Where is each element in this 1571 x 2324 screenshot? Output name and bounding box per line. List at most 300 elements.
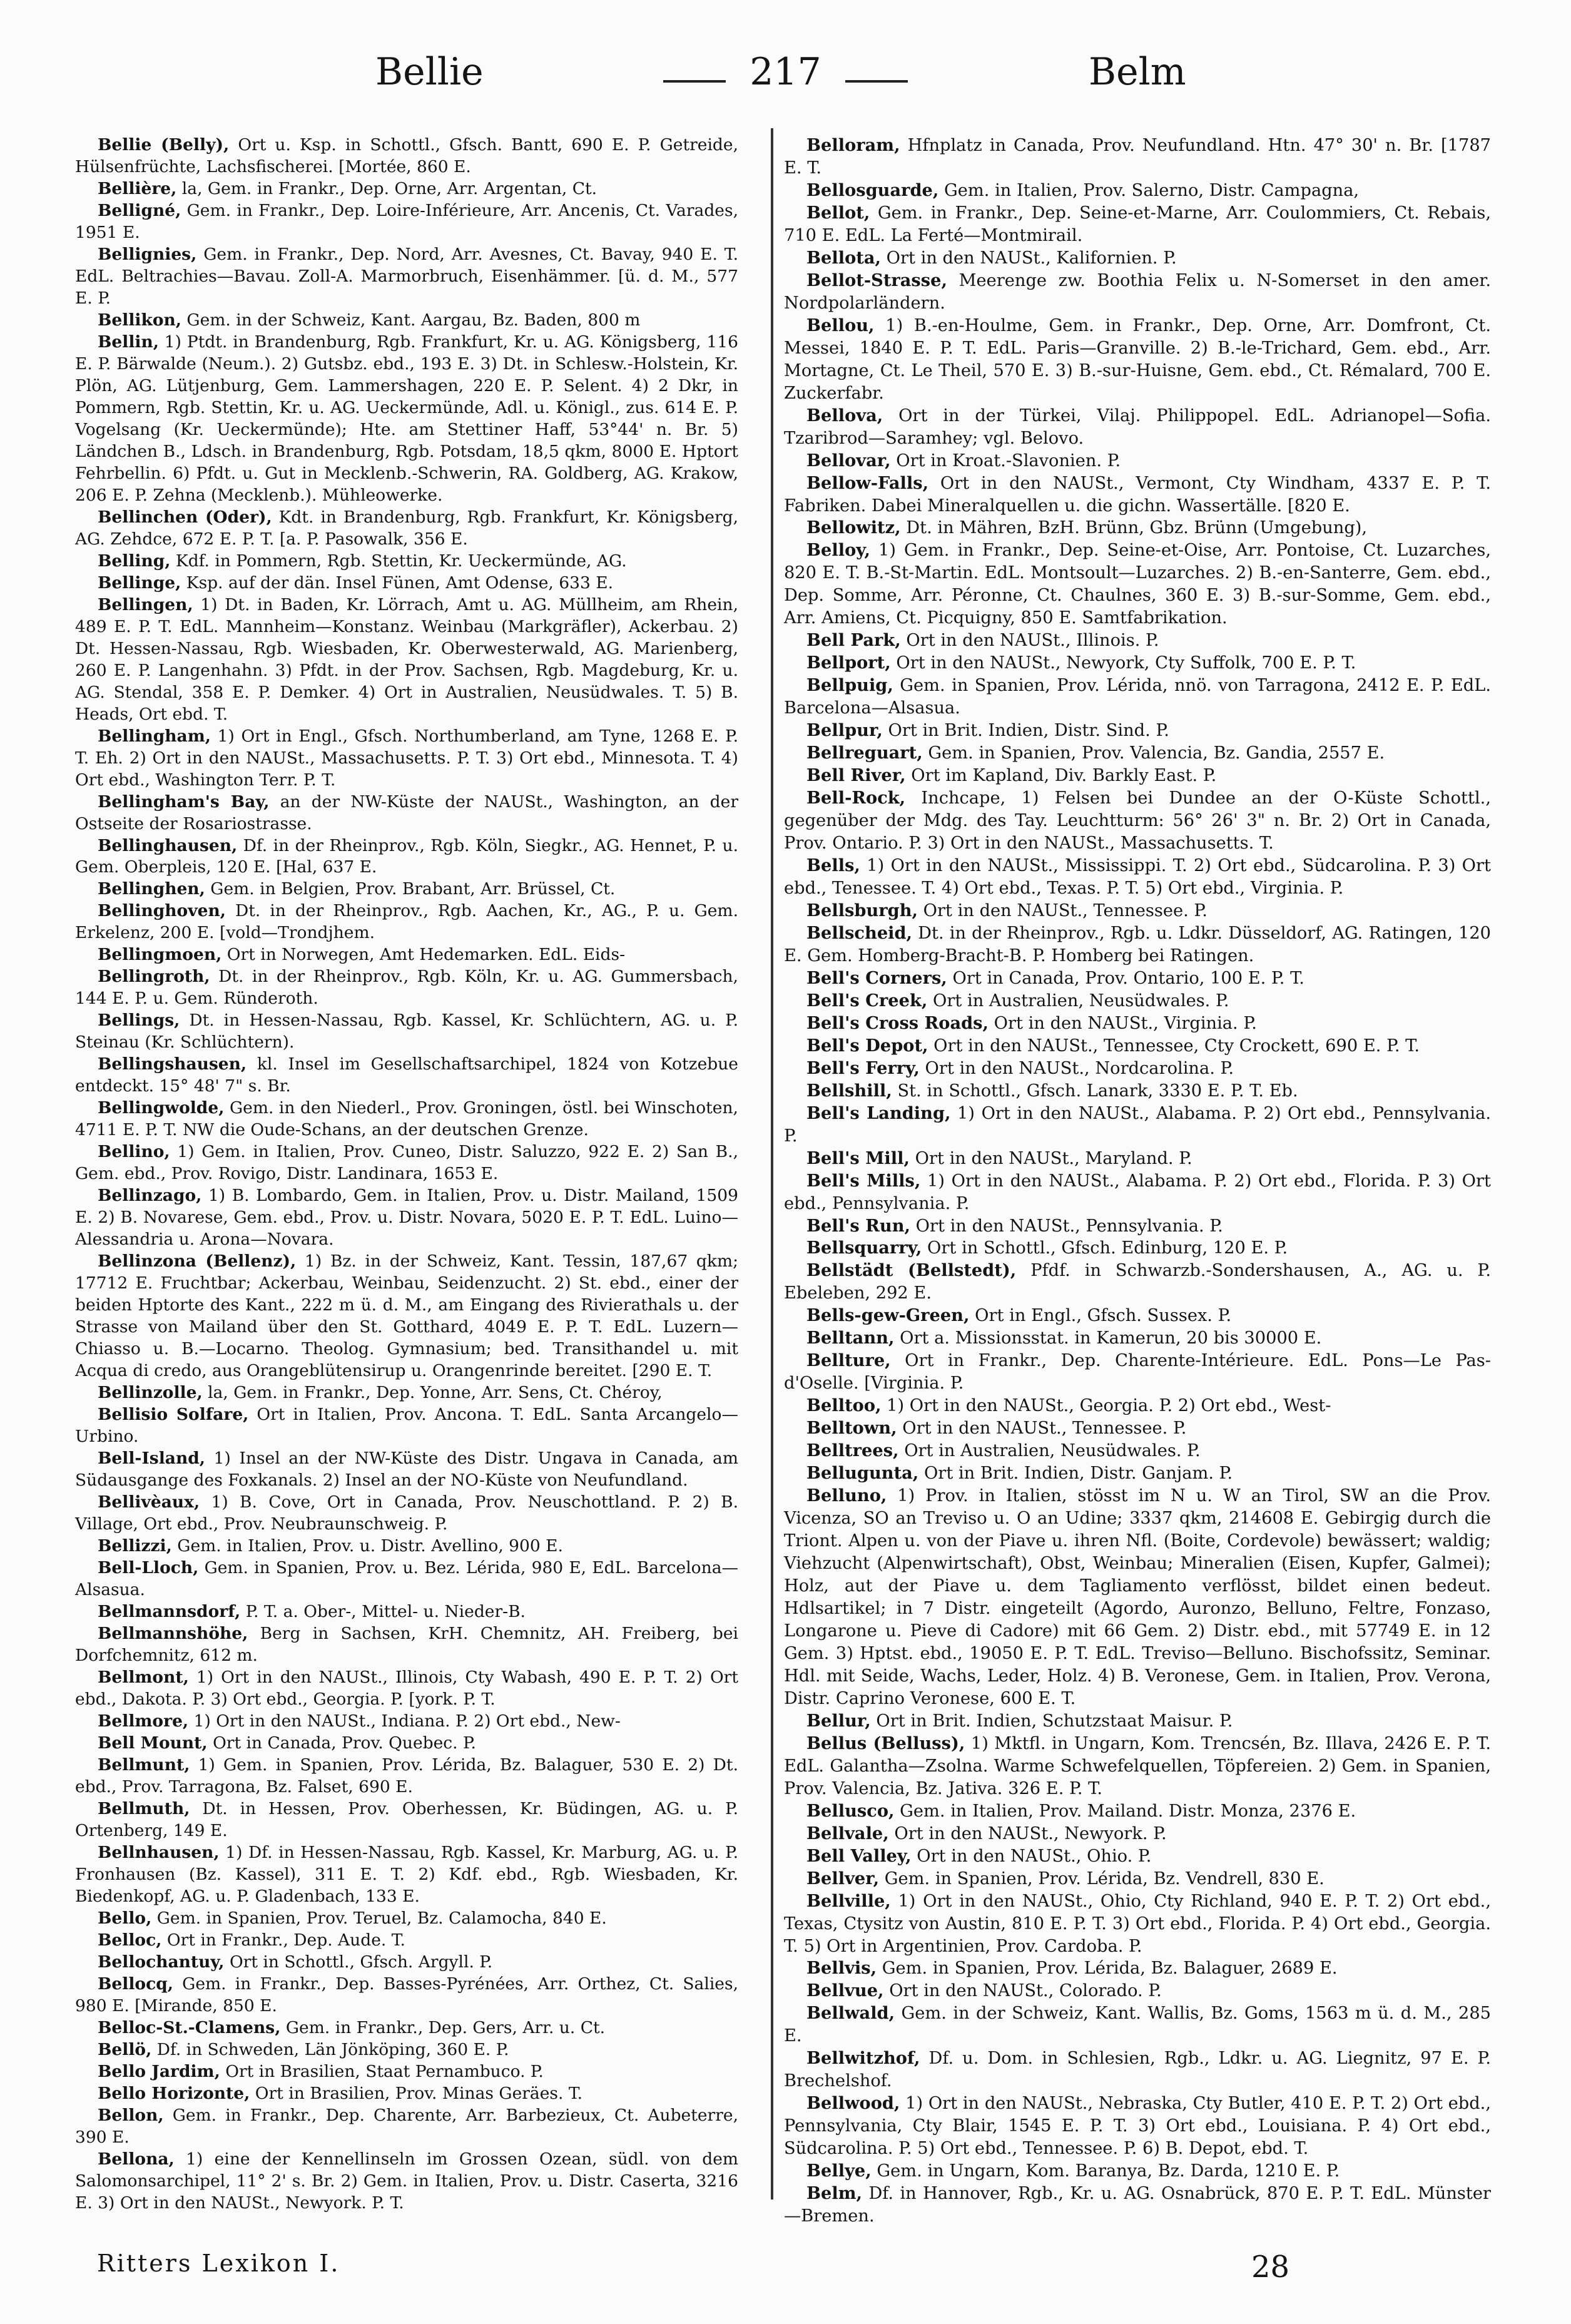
column-divider xyxy=(771,128,773,2199)
entry-headword: Bellisio Solfare, xyxy=(98,1405,249,1425)
entry-text: Ort in Brit. Indien, Schutzstaat Maisur. P. xyxy=(870,1711,1233,1731)
entry-headword: Bellmannsdorf, xyxy=(98,1601,241,1621)
entry-headword: Bellinzona (Bellenz), xyxy=(98,1251,297,1272)
dictionary-entry xyxy=(784,1485,1491,1710)
entry-headword: Bellshill, xyxy=(806,1080,892,1101)
entry-text: Kdf. in Pommern, Rgb. Stettin, Kr. Ueckermünde, AG. xyxy=(170,551,627,571)
dictionary-entry xyxy=(75,1623,738,1667)
dictionary-entry xyxy=(75,2039,738,2061)
entry-text: Ort in den NAUSt., Tennessee. P. xyxy=(918,900,1207,920)
entry-text: Dt. in der Rheinprov., Rgb. u. Ldkr. Düsseldorf, AG. Ratingen, 120 E. Gem. Homberg-Bracht-B. P. Homberg bei Ratingen. xyxy=(784,923,1491,966)
dictionary-entry xyxy=(784,2002,1491,2047)
page-number: 217 xyxy=(688,50,883,94)
entry-text: 1) Ort in den NAUSt., Nebraska, Cty Butler, 410 E. P. T. 2) Ort ebd., Pennsylvania, Cty Blair, 1545 E. P. T. 3) Ort ebd., Louisiana. P. 4) Ort ebd., Südcarolina. P. 5) Ort ebd., Tennessee. P. 6) B. Depot, ebd. T. xyxy=(784,2094,1491,2159)
dictionary-entry xyxy=(75,1492,738,1536)
entry-text: Dt. in Hessen, Prov. Oberhessen, Kr. Büdingen, AG. u. P. Ortenberg, 149 E. xyxy=(75,1798,738,1840)
entry-text: Df. in der Rheinprov., Rgb. Köln, Siegkr., AG. Hennet, P. u. Gem. Oberpleis, 120 E. [Hal, 637 E. xyxy=(75,835,738,877)
dictionary-entry xyxy=(784,1035,1491,1058)
entry-headword: Bellus (Belluss), xyxy=(806,1733,965,1753)
entry-text: Ort in Australien, Neusüdwales. P. xyxy=(898,1441,1201,1461)
dictionary-entry xyxy=(784,1890,1491,1958)
dictionary-entry xyxy=(75,1798,738,1842)
dictionary-entry xyxy=(75,1536,738,1557)
entry-text: Ort in Brasilien, Prov. Minas Geräes. T. xyxy=(250,2083,583,2103)
entry-headword: Bellscheid, xyxy=(806,922,913,943)
entry-text: Inchcape, 1) Felsen bei Dundee an der O-Küste Schottl., gegenüber der Mdg. des Tay. Leuchtturm: 56° 26' 3" n. Br. 2) Ort in Canada, Prov. Ontario. P. 3) Ort in den NAUSt., Massachusetts. T. xyxy=(784,788,1491,854)
dictionary-entry xyxy=(784,2160,1491,2183)
entry-headword: Belm, xyxy=(806,2183,863,2204)
dictionary-entry xyxy=(75,879,738,900)
entry-headword: Belltoo, xyxy=(806,1395,882,1416)
entry-headword: Bell's Ferry, xyxy=(806,1058,920,1078)
entry-headword: Bellsburgh, xyxy=(806,900,918,920)
entry-text: Berg in Sachsen, KrH. Chemnitz, AH. Freiberg, bei Dorfchemnitz, 612 m. xyxy=(75,1623,738,1665)
dictionary-entry xyxy=(784,405,1491,450)
entry-text: Hfnplatz in Canada, Prov. Neufundland. Htn. 47° 30' n. Br. [1787 E. T. xyxy=(784,136,1491,178)
entry-text: Dt. in der Rheinprov., Rgb. Köln, Kr. u. AG. Gummersbach, 144 E. P. u. Gem. Ründeroth. xyxy=(75,967,738,1009)
entry-text: Ort in den NAUSt., Tennessee, Cty Crockett, 690 E. P. T. xyxy=(928,1036,1420,1056)
dictionary-entry xyxy=(75,1185,738,1251)
entry-text: Gem. in Belgien, Prov. Brabant, Arr. Brüssel, Ct. xyxy=(205,879,616,899)
entry-headword: Bells, xyxy=(806,855,860,875)
entry-text: 1) B. Lombardo, Gem. in Italien, Prov. u. Distr. Mailand, 1509 E. 2) B. Novarese, Gem. ebd., Prov. u. Distr. Novara, 5020 E. P. T. EdL. Luino—Alessandria u. Arona—Novara. xyxy=(75,1186,738,1250)
dictionary-entry xyxy=(784,1350,1491,1395)
entry-headword: Bellingshausen, xyxy=(98,1054,247,1074)
header-left-word: Bellie xyxy=(375,50,484,94)
entry-text: 1) Gem. in Frankr., Dep. Seine-et-Oise, Arr. Pontoise, Ct. Luzarches, 820 E. T. B.-St-Martin. EdL. Montsoult—Luzarches. 2) B.-en-Santerre, Gem. ebd., Dep. Somme, Arr. Péronne, Ct. Chaulnes, 360 E. 3) B.-sur-Somme, Gem. ebd., Arr. Amiens, Ct. Picquigny, 850 E. Samtfabrikation. xyxy=(784,541,1491,628)
dictionary-entry xyxy=(784,990,1491,1012)
entry-headword: Bellou, xyxy=(806,315,875,335)
dictionary-entry xyxy=(784,720,1491,742)
entry-text: Kdt. in Brandenburg, Rgb. Frankfurt, Kr. Königsberg, AG. Zehdce, 672 E. P. T. [a. P. Pasowalk, 356 E. xyxy=(75,507,739,549)
entry-text: Ort in den NAUSt., Nordcarolina. P. xyxy=(919,1058,1234,1078)
entry-text: Gem. in Spanien, Prov. Teruel, Bz. Calamocha, 840 E. xyxy=(151,1908,607,1928)
entry-text: kl. Insel im Gesellschaftsarchipel, 1824 von Kotzebue entdeckt. 15° 48' 7" s. Br. xyxy=(75,1054,738,1096)
dictionary-entry xyxy=(75,507,738,551)
entry-headword: Bell River, xyxy=(806,765,906,786)
entry-headword: Bell Mount, xyxy=(98,1733,208,1753)
entry-headword: Bellö, xyxy=(98,2039,152,2059)
entry-text: Gem. in Frankr., Dep. Charente, Arr. Barbezieux, Ct. Aubeterre, 390 E. xyxy=(75,2105,738,2147)
dictionary-entry xyxy=(784,855,1491,900)
dictionary-entry xyxy=(784,1058,1491,1080)
entry-headword: Bellikon, xyxy=(98,310,181,330)
entry-text: P. T. a. Ober-, Mittel- u. Nieder-B. xyxy=(240,1601,526,1621)
entry-text: 1) Ptdt. in Brandenburg, Rgb. Frankfurt, Kr. u. AG. Königsberg, 116 E. P. Bärwalde (Neum.). 2) Gutsbz. ebd., 193 E. 3) Dt. in Schlesw.-Holstein, Kr. Plön, AG. Lütjenburg, Gem. Lammershagen, 220 E. P. Selent. 4) 2 Dkr, in Pommern, Rgb. Stettin, Kr. u. AG. Ueckermünde, Adl. u. Königl., zus. 614 E. P. Vogelsang (Kr. Ueckermünde); Hte. am Stettiner Haff, 53°44' n. Br. 5) Ländchen B., Ldsch. in Brandenburg, Rgb. Potsdam, 18,5 qkm, 8000 E. Hptort Fehrbellin. 6) Pfdt. u. Gut in Mecklenb.-Schwerin, RA. Goldberg, AG. Krakow, 206 E. P. Zehna (Mecklenb.). Mühleowerke. xyxy=(75,332,738,505)
dictionary-entry xyxy=(784,922,1491,967)
entry-text: 1) Gem. in Italien, Prov. Cuneo, Distr. Saluzzo, 922 E. 2) San B., Gem. ebd., Prov. Rovigo, Distr. Landinara, 1653 E. xyxy=(75,1142,738,1184)
entry-headword: Bellota, xyxy=(806,247,881,268)
dictionary-entry xyxy=(784,247,1491,270)
entry-text: 1) Mktfl. in Ungarn, Kom. Trencsén, Bz. Illava, 2426 E. P. T. EdL. Galantha—Zsolna. Warme Schwefelquellen, Töpfereien. 2) Gem. in Spanien, Prov. Valencia, Bz. Jativa. 326 E. P. T. xyxy=(784,1733,1491,1798)
entry-headword: Bellière, xyxy=(98,178,177,198)
footer-sheet-number: 28 xyxy=(1251,2250,1290,2285)
entry-text: Ort in den NAUSt., Vermont, Cty Windham, 4337 E. P. T. Fabriken. Dabei Mineralquellen u. die gichn. Wassertälle. [820 E. xyxy=(784,473,1491,516)
dictionary-entry xyxy=(75,1842,738,1908)
entry-text: 1) Ort in den NAUSt., Georgia. P. 2) Ort ebd., West- xyxy=(881,1396,1331,1416)
entry-text: Ort in den NAUSt., Virginia. P. xyxy=(989,1013,1257,1033)
dictionary-entry xyxy=(784,315,1491,405)
entry-text: 1) Ort in Engl., Gfsch. Northumberland, am Tyne, 1268 E. P. T. Eh. 2) Ort in den NAUSt., Massachusetts. P. T. 3) Ort ebd., Minnesota. T. 4) Ort ebd., Washington Terr. P. T. xyxy=(75,726,738,790)
dictionary-entry xyxy=(75,1010,738,1054)
entry-headword: Bellmore, xyxy=(98,1711,189,1731)
entry-headword: Bellinghausen, xyxy=(98,835,238,855)
entry-headword: Bell Valley, xyxy=(806,1845,912,1866)
entry-text: Ort in Kroat.-Slavonien. P. xyxy=(890,451,1121,471)
entry-headword: Bello Horizonte, xyxy=(98,2083,250,2103)
dictionary-entry xyxy=(784,1440,1491,1462)
entry-text: Ort in Engl., Gfsch. Sussex. P. xyxy=(969,1306,1232,1326)
entry-headword: Bellona, xyxy=(98,2149,175,2169)
entry-headword: Bellstädt (Bellstedt), xyxy=(806,1260,1017,1281)
dictionary-entry xyxy=(75,1930,738,1952)
dictionary-entry xyxy=(75,178,738,200)
dictionary-entry xyxy=(784,742,1491,765)
entry-headword: Bellot, xyxy=(806,202,870,223)
dictionary-entry xyxy=(75,1908,738,1930)
dictionary-entry xyxy=(75,1054,738,1098)
entry-text: Ort in den NAUSt., Newyork, Cty Suffolk, 700 E. P. T. xyxy=(890,653,1356,673)
entry-headword: Bellivèaux, xyxy=(98,1492,200,1512)
dictionary-entry xyxy=(75,551,738,573)
entry-text: 1) Ort in den NAUSt., Mississippi. T. 2) Ort ebd., Südcarolina. P. 3) Ort ebd., Tenessee. T. 4) Ort ebd., Texas. P. T. 5) Ort ebd., Virginia. P. xyxy=(784,856,1491,898)
entry-text: Gem. in Frankr., Dep. Seine-et-Marne, Arr. Coulommiers, Ct. Rebais, 710 E. EdL. La Ferté—Montmirail. xyxy=(784,203,1491,245)
entry-text: Gem. in Frankr., Dep. Gers, Arr. u. Ct. xyxy=(280,2017,606,2037)
entry-text: Dt. in Hessen-Nassau, Rgb. Kassel, Kr. Schlüchtern, AG. u. P. Steinau (Kr. Schlüchtern). xyxy=(75,1011,738,1052)
entry-text: Gem. in Italien, Prov. Mailand. Distr. Monza, 2376 E. xyxy=(894,1801,1356,1821)
entry-headword: Bell's Mill, xyxy=(806,1148,910,1168)
dictionary-entry xyxy=(784,787,1491,855)
entry-headword: Bellvis, xyxy=(806,1958,877,1979)
dictionary-entry xyxy=(784,450,1491,472)
entry-headword: Bellingham's Bay, xyxy=(98,792,270,812)
entry-headword: Bellver, xyxy=(806,1868,880,1888)
entry-headword: Bellinge, xyxy=(98,573,181,593)
entry-text: 1) Ort in den NAUSt., Indiana. P. 2) Ort ebd., New- xyxy=(188,1711,621,1731)
dictionary-entry xyxy=(75,310,738,332)
dictionary-entry xyxy=(75,2149,738,2214)
dictionary-entry xyxy=(784,135,1491,180)
dictionary-entry xyxy=(784,1327,1491,1350)
dictionary-entry xyxy=(784,2183,1491,2228)
entry-headword: Bell's Run, xyxy=(806,1215,911,1236)
entry-text: Gem. in Ungarn, Kom. Baranya, Bz. Darda, 1210 E. P. xyxy=(871,2161,1340,2181)
dictionary-entry xyxy=(75,1251,738,1382)
entry-text: 1) Prov. in Italien, stösst im N u. W an Tirol, SW an die Prov. Vicenza, SO an Treviso u. O an Udine; 3337 qkm, 214608 E. Gebirgig durch die Triont. Alpen u. von der Piave u. ihren Nfl. (Boite, Cordevole) bewässert; waldig; Viehzucht (Alpenwirtschaft), Obst, Weinbau; Mineralien (Eisen, Kupfer, Galmei); Holz, aut der Piave u. dem Tagliamento verflösst, bildet einen bedeut. Hdlsartikel; in 7 Distr. eingeteilt (Agordo, Auronzo, Belluno, Feltre, Fonzaso, Longarone u. Pieve di Cadore) mit 66 Gem. 2) Distr. ebd., mit 57749 E. in 12 Gem. 3) Hptst. ebd., 19050 E. P. T. EdL. Treviso—Belluno. Bischofssitz, Seminar. Hdl. mit Seide, Wachs, Leder, Holz. 4) B. Veronese, Gem. in Italien, Prov. Verona, Distr. Caprino Veronese, 600 E. T. xyxy=(784,1486,1491,1708)
dictionary-entry xyxy=(784,1103,1491,1148)
entry-headword: Bellport, xyxy=(806,653,891,673)
entry-headword: Bellur, xyxy=(806,1710,871,1731)
entry-text: la, Gem. in Frankr., Dep. Yonne, Arr. Sens, Ct. Chéroy, xyxy=(202,1383,663,1403)
entry-headword: Bellingwolde, xyxy=(98,1098,225,1118)
dictionary-entry xyxy=(784,967,1491,990)
dictionary-entry xyxy=(784,1012,1491,1035)
dictionary-entry xyxy=(784,1215,1491,1238)
entry-text: Ort in den NAUSt., Newyork. P. xyxy=(888,1823,1167,1843)
entry-text: Ort in den NAUSt., Ohio. P. xyxy=(911,1846,1152,1866)
entry-text: 1) Ort in den NAUSt., Alabama. P. 2) Ort ebd., Florida. P. 3) Ort ebd., Pennsylvania. P. xyxy=(784,1171,1491,1213)
entry-text: Dt. in Mähren, BzH. Brünn, Gbz. Brünn (Umgebung), xyxy=(900,518,1368,538)
entry-headword: Bellino, xyxy=(98,1142,170,1162)
entry-text: 1) Bz. in der Schweiz, Kant. Tessin, 187,67 qkm; 17712 E. Fruchtbar; Ackerbau, Weinbau, Seidenzucht. 2) St. ebd., einer der beiden Hptorte des Kant., 222 m ü. d. M., am Eingang des Rivierathals u. der Strasse von Mailand über den St. Gotthard, 4049 E. P. T. EdL. Luzern—Chiasso u. B.—Locarno. Theolog. Gymnasium; bed. Transithandel u. mit Acqua di credo, aus Orangeblütensirup u. Orangenrinde bereitet. [290 E. T. xyxy=(75,1251,739,1381)
entry-text: 1) Dt. in Baden, Kr. Lörrach, Amt u. AG. Müllheim, am Rhein, 489 E. P. T. EdL. Mannheim—Konstanz. Weinbau (Markgräfler), Ackerbau. 2) Dt. Hessen-Nassau, Rgb. Wiesbaden, Kr. Oberwesterwald, AG. Marienberg, 260 E. P. Langenhahn. 3) Pfdt. in der Prov. Sachsen, Rgb. Magdeburg, Kr. u. AG. Stendal, 358 E. P. Demker. 4) Ort in Australien, Neusüdwales. T. 5) B. Heads, Ort ebd. T. xyxy=(75,594,738,724)
dictionary-entry xyxy=(784,1260,1491,1305)
entry-text: 1) Gem. in Spanien, Prov. Lérida, Bz. Balaguer, 530 E. 2) Dt. ebd., Prov. Tarragona, Bz. Falset, 690 E. xyxy=(75,1755,738,1797)
entry-headword: Bellie (Belly), xyxy=(98,135,230,155)
entry-text: Ort in Schottl., Gfsch. Argyll. P. xyxy=(224,1952,493,1972)
entry-headword: Bellizzi, xyxy=(98,1536,172,1556)
entry-text: Gem. in Spanien, Prov. Lérida, nnö. von Tarragona, 2412 E. P. EdL. Barcelona—Alsasua. xyxy=(784,676,1491,718)
entry-headword: Belltown, xyxy=(806,1418,897,1439)
entry-headword: Bellture, xyxy=(806,1350,891,1371)
dictionary-entry xyxy=(784,539,1491,629)
dictionary-entry xyxy=(75,1974,738,2017)
entry-text: Gem. in Frankr., Dep. Basses-Pyrénées, Arr. Orthez, Ct. Salies, 980 E. [Mirande, 850 E. xyxy=(75,1974,738,2016)
entry-headword: Bell-Rock, xyxy=(806,788,906,808)
entry-text: 1) Ort in den NAUSt., Illinois, Cty Wabash, 490 E. P. T. 2) Ort ebd., Dakota. P. 3) Ort ebd., Georgia. P. [york. P. T. xyxy=(75,1667,738,1709)
entry-headword: Bell's Landing, xyxy=(806,1103,951,1123)
entry-headword: Bellreguart, xyxy=(806,743,923,763)
entry-headword: Bellinzago, xyxy=(98,1186,202,1206)
entry-headword: Bello, xyxy=(98,1908,152,1928)
dictionary-entry xyxy=(75,244,738,310)
entry-text: Df. in Schweden, Län Jönköping, 360 E. P. xyxy=(151,2039,509,2059)
entry-text: Gem. in Spanien, Prov. Valencia, Bz. Gandia, 2557 E. xyxy=(922,743,1385,763)
dictionary-entry xyxy=(784,472,1491,517)
entry-text: Ort a. Missionsstat. in Kamerun, 20 bis 30000 E. xyxy=(894,1328,1322,1348)
dictionary-entry xyxy=(784,1080,1491,1103)
entry-headword: Bellugunta, xyxy=(806,1463,919,1484)
entry-headword: Bellowitz, xyxy=(806,517,901,538)
entry-text: St. in Schottl., Gfsch. Lanark, 3330 E. P. T. Eb. xyxy=(892,1081,1298,1101)
dictionary-entry xyxy=(784,652,1491,675)
entry-headword: Bell-Lloch, xyxy=(98,1557,199,1577)
dictionary-entry xyxy=(784,2047,1491,2092)
entry-text: Ort in den NAUSt., Maryland. P. xyxy=(909,1148,1192,1168)
entry-headword: Bellinchen (Oder), xyxy=(98,507,272,527)
entry-text: 1) B. Cove, Ort in Canada, Prov. Neuschottland. P. 2) B. Village, Ort ebd., Prov. Neubraunschweig. P. xyxy=(75,1492,738,1534)
entry-headword: Bell-Island, xyxy=(98,1449,205,1469)
dictionary-entry xyxy=(75,332,738,507)
entry-text: Ort im Kapland, Div. Barkly East. P. xyxy=(905,766,1217,786)
dictionary-entry xyxy=(784,1237,1491,1260)
dictionary-entry xyxy=(75,1448,738,1492)
entry-headword: Bellwald, xyxy=(806,2003,895,2024)
entry-headword: Bellings, xyxy=(98,1011,180,1031)
entry-headword: Bellmunt, xyxy=(98,1755,190,1775)
entry-headword: Bellocq, xyxy=(98,1974,173,1994)
dictionary-entry xyxy=(784,675,1491,720)
entry-headword: Bellwitzhof, xyxy=(806,2048,920,2069)
dictionary-entry xyxy=(75,2017,738,2039)
entry-text: Ort in Brit. Indien, Distr. Ganjam. P. xyxy=(918,1464,1233,1484)
entry-headword: Bell's Depot, xyxy=(806,1035,928,1056)
dictionary-entry xyxy=(784,1710,1491,1733)
entry-text: Ort in Brit. Indien, Distr. Sind. P. xyxy=(882,721,1169,741)
entry-text: la, Gem. in Frankr., Dep. Orne, Arr. Argentan, Ct. xyxy=(176,178,597,198)
entry-headword: Belloram, xyxy=(806,135,900,155)
entry-headword: Bell's Creek, xyxy=(806,990,928,1011)
entry-text: Ort in Australien, Neusüdwales. P. xyxy=(927,991,1229,1011)
entry-text: 1) eine der Kennellinseln im Grossen Ozean, südl. von dem Salomonsarchipel, 11° 2' s. Br. 2) Gem. in Italien, Prov. u. Distr. Caserta, 3216 E. 3) Ort in den NAUSt., Newyork. P. T. xyxy=(75,2149,738,2213)
entry-text: Ort in Frankr., Dep. Aude. T. xyxy=(161,1930,405,1950)
dictionary-entry xyxy=(75,1141,738,1185)
dictionary-entry xyxy=(75,1755,738,1798)
dictionary-entry xyxy=(75,1557,738,1601)
entry-headword: Belltrees, xyxy=(806,1440,899,1461)
entry-headword: Bellye, xyxy=(806,2161,872,2181)
dictionary-entry xyxy=(784,1170,1491,1215)
entry-text: Ort in Canada, Prov. Quebec. P. xyxy=(207,1733,476,1753)
entry-text: Ort in der Türkei, Vilaj. Philippopel. EdL. Adrianopel—Sofia. Tzaribrod—Saramhey; vgl. Belovo. xyxy=(784,405,1491,448)
entry-text: Ort in Italien, Prov. Ancona. T. EdL. Santa Arcangelo—Urbino. xyxy=(75,1405,738,1447)
entry-text: Ort in den NAUSt., Illinois. P. xyxy=(900,631,1159,651)
dictionary-entry xyxy=(75,2105,738,2149)
entry-text: Ort in Norwegen, Amt Hedemarken. EdL. Eids- xyxy=(221,945,626,965)
dictionary-entry xyxy=(784,1395,1491,1417)
entry-headword: Belloc-St.-Clamens, xyxy=(98,2017,281,2037)
entry-headword: Bellow-Falls, xyxy=(806,472,929,493)
dictionary-entry xyxy=(75,1667,738,1711)
entry-text: Gem. in den Niederl., Prov. Groningen, östl. bei Winschoten, 4711 E. P. T. NW die Oude-Schans, an der deutschen Grenze. xyxy=(75,1098,738,1140)
dictionary-entry xyxy=(784,202,1491,247)
dictionary-entry xyxy=(784,629,1491,652)
entry-text: 1) B.-en-Houlme, Gem. in Frankr., Dep. Orne, Arr. Domfront, Ct. Messei, 1840 E. P. T. EdL. Paris—Granville. 2) B.-le-Trichard, Gem. ebd., Arr. Mortagne, Ct. Le Theil, 570 E. 3) B.-sur-Huisne, Gem. ebd., Ct. Rémalard, 700 E. Zuckerfabr. xyxy=(784,315,1491,403)
dictionary-entry xyxy=(75,2061,738,2083)
entry-text: Ort in Frankr., Dep. Charente-Intérieure. EdL. Pons—Le Pas-d'Oselle. [Virginia. P. xyxy=(784,1351,1491,1394)
dictionary-entry xyxy=(75,900,738,944)
entry-headword: Bellosguarde, xyxy=(806,180,939,200)
entry-text: 1) Ort in den NAUSt., Alabama. P. 2) Ort ebd., Pennsylvania. P. xyxy=(784,1103,1491,1146)
page-footer xyxy=(0,2250,1571,2300)
entry-headword: Belltann, xyxy=(806,1328,895,1348)
entry-text: Df. u. Dom. in Schlesien, Rgb., Ldkr. u. AG. Liegnitz, 97 E. P. Brechelshof. xyxy=(784,2049,1491,2091)
entry-headword: Bell's Mills, xyxy=(806,1170,921,1191)
entry-headword: Bellsquarry, xyxy=(806,1238,922,1258)
dictionary-entry xyxy=(75,1733,738,1755)
entry-text: Dt. in der Rheinprov., Rgb. Aachen, Kr., AG., P. u. Gem. Erkelenz, 200 E. [vold—Trondjhem. xyxy=(75,901,738,943)
entry-text: Gem. in Spanien, Prov. Lérida, Bz. Balaguer, 2689 E. xyxy=(877,1959,1338,1979)
entry-headword: Bells-gew-Green, xyxy=(806,1305,970,1326)
dictionary-entry xyxy=(784,1417,1491,1440)
dictionary-entry xyxy=(784,1845,1491,1868)
dictionary-entry xyxy=(784,1957,1491,1980)
page-header xyxy=(0,38,1571,113)
dictionary-entry xyxy=(75,944,738,966)
entry-text: Gem. in der Schweiz, Kant. Wallis, Bz. Goms, 1563 m ü. d. M., 285 E. xyxy=(784,2004,1491,2046)
entry-headword: Bellvale, xyxy=(806,1823,889,1843)
entry-text: Ort in den NAUSt., Pennsylvania. P. xyxy=(910,1216,1223,1236)
dictionary-entry xyxy=(784,517,1491,539)
entry-headword: Bellingroth, xyxy=(98,967,210,987)
dictionary-entry xyxy=(784,1462,1491,1485)
entry-headword: Bellmuth, xyxy=(98,1798,190,1818)
dictionary-entry xyxy=(75,792,738,835)
dictionary-entry xyxy=(784,180,1491,202)
entry-headword: Bellignies, xyxy=(98,244,197,264)
entry-text: Ort in Schottl., Gfsch. Edinburg, 120 E. P. xyxy=(922,1238,1288,1258)
entry-text: 1) Df. in Hessen-Nassau, Rgb. Kassel, Kr. Marburg, AG. u. P. Fronhausen (Bz. Kassel), 311 E. T. 2) Kdf. ebd., Rgb. Wiesbaden, Kr. Biedenkopf, AG. u. P. Gladenbach, 133 E. xyxy=(75,1842,738,1906)
dictionary-entry xyxy=(784,1305,1491,1327)
entry-text: Gem. in Italien, Prov. Salerno, Distr. Campagna, xyxy=(938,180,1360,200)
entry-text: Df. in Hannover, Rgb., Kr. u. AG. Osnabrück, 870 E. P. T. EdL. Münster—Bremen. xyxy=(784,2184,1491,2226)
entry-headword: Bellwood, xyxy=(806,2093,900,2114)
entry-text: Gem. in Spanien, Prov. Lérida, Bz. Vendrell, 830 E. xyxy=(879,1868,1324,1888)
entry-text: Ort in den NAUSt., Colorado. P. xyxy=(883,1981,1162,2001)
entry-text: Gem. in Spanien, Prov. u. Bez. Lérida, 980 E, EdL. Barcelona—Alsasua. xyxy=(75,1557,738,1599)
footer-signature: Ritters Lexikon I. xyxy=(97,2250,340,2277)
dictionary-entry xyxy=(75,594,738,726)
entry-text: Ksp. auf der dän. Insel Fünen, Amt Odense, 633 E. xyxy=(181,573,613,593)
dictionary-entry xyxy=(784,1823,1491,1845)
dictionary-entry xyxy=(784,765,1491,787)
dictionary-entry xyxy=(75,2083,738,2105)
entry-text: Gem. in der Schweiz, Kant. Aargau, Bz. Baden, 800 m xyxy=(181,310,641,330)
entry-headword: Bellova, xyxy=(806,405,883,426)
entry-headword: Belluno, xyxy=(806,1486,887,1506)
entry-text: Ort u. Ksp. in Schottl., Gfsch. Bantt, 690 E. P. Getreide, Hülsenfrüchte, Lachsfischerei. [Mortée, 860 E. xyxy=(75,135,738,176)
entry-headword: Bellmannshöhe, xyxy=(98,1623,248,1643)
entry-headword: Belloc, xyxy=(98,1930,162,1950)
entry-headword: Bellinghoven, xyxy=(98,901,226,921)
entry-headword: Bell's Cross Roads, xyxy=(806,1012,989,1033)
entry-headword: Bellusco, xyxy=(806,1800,895,1821)
entry-headword: Bellinzolle, xyxy=(98,1383,203,1403)
dictionary-entry xyxy=(75,573,738,594)
entry-headword: Bellot-Strasse, xyxy=(806,270,947,290)
dictionary-entry xyxy=(784,1800,1491,1823)
entry-headword: Bellvue, xyxy=(806,1980,884,2001)
entry-text: Pfdf. in Schwarzb.-Sondershausen, A., AG. u. P. Ebeleben, 292 E. xyxy=(784,1261,1491,1303)
entry-headword: Bellingham, xyxy=(98,726,211,746)
dictionary-entry xyxy=(75,1404,738,1448)
entry-headword: Bellovar, xyxy=(806,450,891,471)
entry-headword: Bello Jardim, xyxy=(98,2061,220,2081)
entry-text: Ort in den NAUSt., Kalifornien. P. xyxy=(880,248,1177,268)
dictionary-entry xyxy=(75,966,738,1010)
dictionary-entry xyxy=(75,1098,738,1141)
entry-text: 1) Insel an der NW-Küste des Distr. Ungava in Canada, am Südausgange des Foxkanals. 2) Insel an der NO-Küste von Neufundland. xyxy=(75,1449,738,1491)
entry-headword: Bellingen, xyxy=(98,594,193,614)
header-right-word: Belm xyxy=(1089,50,1186,94)
entry-headword: Bell's Corners, xyxy=(806,967,947,988)
entry-headword: Bellinghen, xyxy=(98,879,205,899)
entry-headword: Bellpur, xyxy=(806,720,883,741)
dictionary-entry xyxy=(75,1952,738,1974)
entry-headword: Bellnhausen, xyxy=(98,1842,220,1862)
dictionary-entry xyxy=(784,2092,1491,2160)
entry-headword: Bell Park, xyxy=(806,630,901,651)
left-column xyxy=(75,135,738,2214)
right-column xyxy=(784,135,1491,2228)
dictionary-entry xyxy=(75,726,738,792)
entry-text: Ort in Brasilien, Staat Pernambuco. P. xyxy=(220,2061,544,2081)
entry-headword: Belling, xyxy=(98,551,171,571)
entry-headword: Bellochantuy, xyxy=(98,1952,225,1972)
entry-text: Ort in Canada, Prov. Ontario, 100 E. P. T. xyxy=(947,968,1304,988)
dictionary-entry xyxy=(75,1711,738,1733)
entry-headword: Bellon, xyxy=(98,2105,164,2125)
dictionary-entry xyxy=(784,1868,1491,1890)
dictionary-entry xyxy=(784,270,1491,315)
dictionary-entry xyxy=(75,835,738,879)
dictionary-entry xyxy=(75,1382,738,1404)
entry-headword: Bellpuig, xyxy=(806,675,893,696)
entry-headword: Bellingmoen, xyxy=(98,945,222,965)
entry-headword: Bellville, xyxy=(806,1890,891,1911)
entry-text: Ort in den NAUSt., Tennessee. P. xyxy=(897,1419,1187,1439)
dictionary-entry xyxy=(75,135,738,178)
